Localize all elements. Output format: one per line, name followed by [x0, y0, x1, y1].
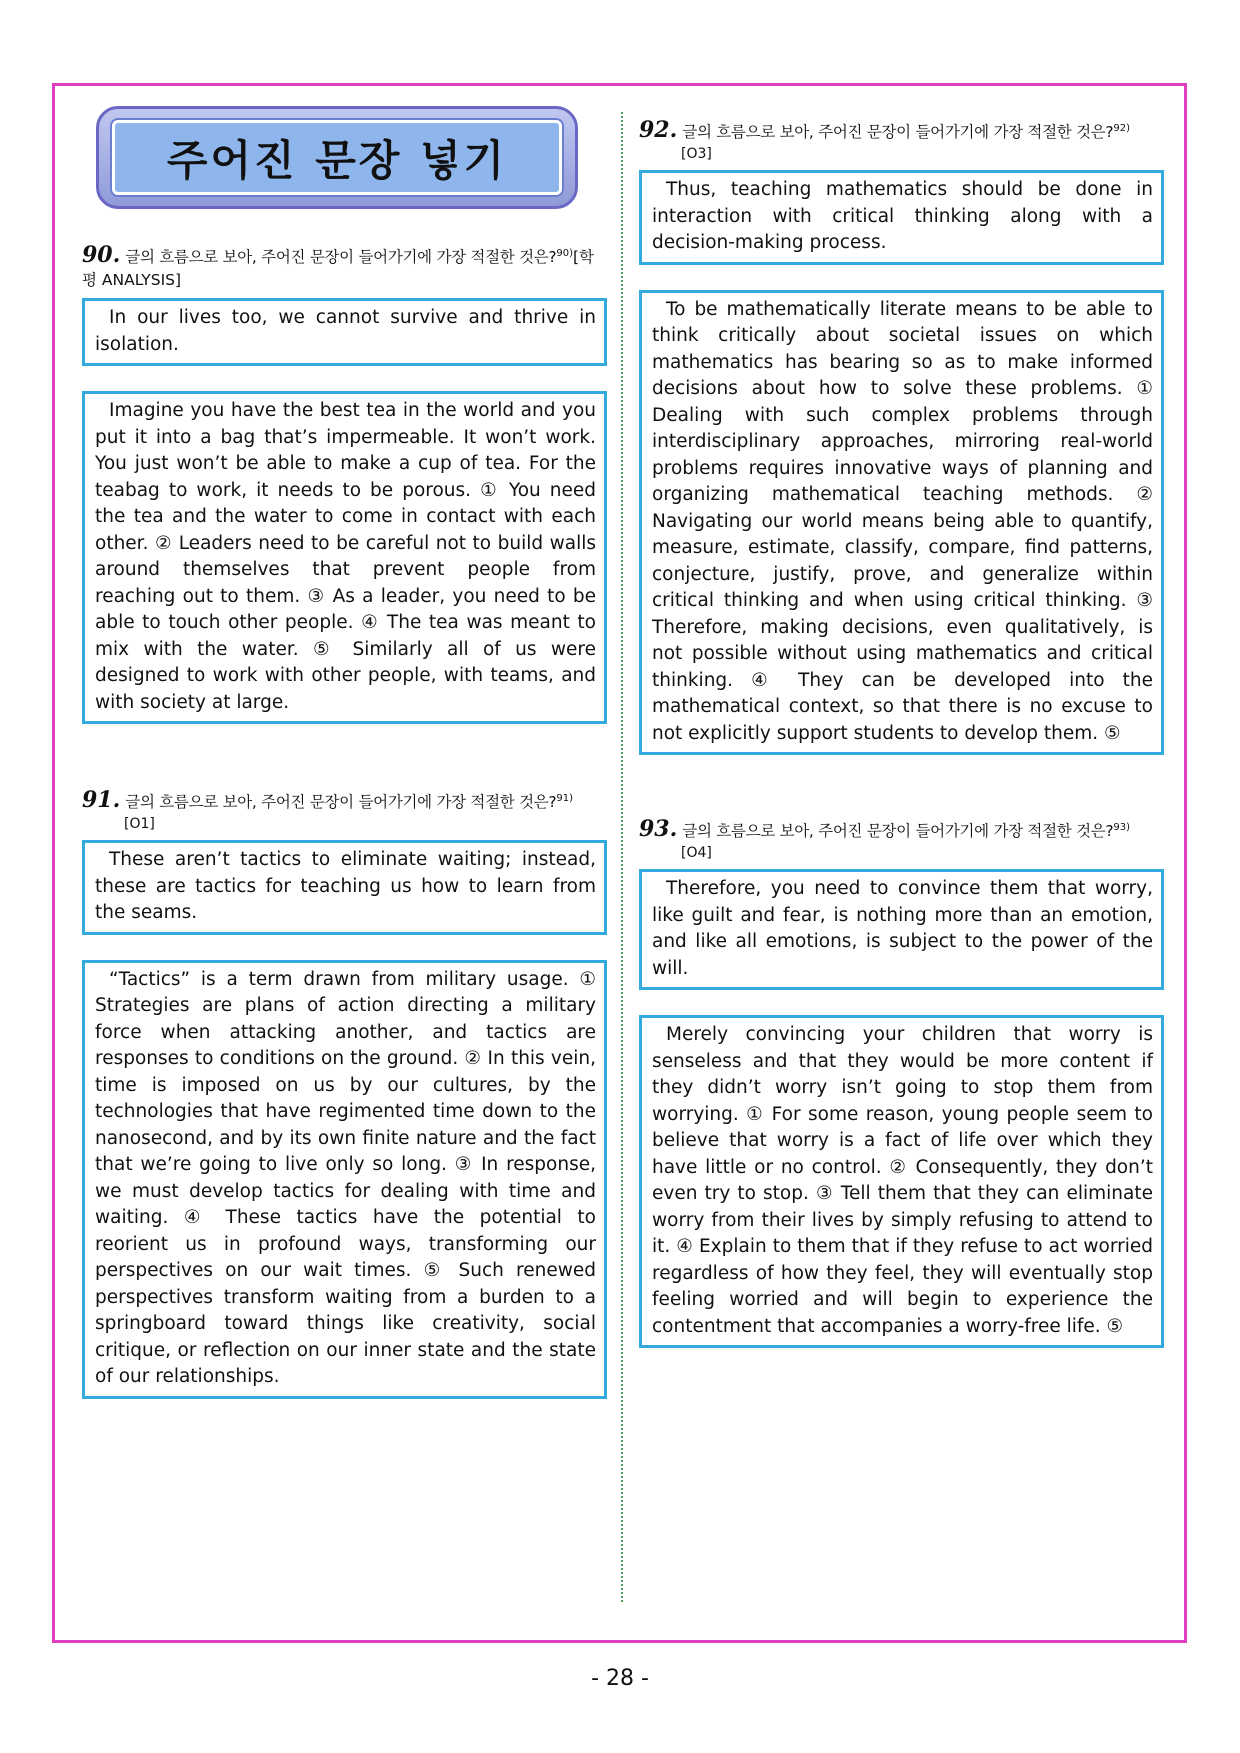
- given-sentence-box: Thus, teaching mathematics should be done in interaction with critical thinking along with a decision-making process.: [639, 170, 1164, 265]
- question-number: 92.: [639, 117, 678, 144]
- question-prompt: 글의 흐름으로 보아, 주어진 문장이 들어가기에 가장 적절한 것은?: [125, 248, 557, 267]
- title-inner: [112, 120, 562, 195]
- passage-box: To be mathematically literate means to be able to think critically about societal issues on which mathematics has bearing so as to make informed decisions about how to solve these problems. ① Dealing with such complex problems through interdisciplinary approaches, mirroring real-world problems requires innovative ways of planning and organizing mathematical teaching methods. ② Navigating our world means being able to quantify, measure, estimate, classify, compare, find patterns, conjecture, justify, prove, and generalize within critical thinking and when using critical thinking. ③ Therefore, making decisions, even qualitatively, is not possible without using mathematics and critical thinking. ④ They can be developed into the mathematical context, so that there is no excuse to not explicitly support students to develop them. ⑤: [639, 290, 1164, 756]
- question-93: [639, 816, 1164, 1348]
- question-source: [O1]: [124, 816, 155, 833]
- passage-box: Imagine you have the best tea in the world and you put it into a bag that’s impermeable. It won’t work. You just won’t be able to make a cup of tea. For the teabag to work, it needs to be porous. ① You need the tea and the water to come in contact with each other. ② Leaders need to be careful not to build walls around themselves that prevent people from reaching out to them. ③ As a leader, you need to be able to touch other people. ④ The tea was meant to mix with the water. ⑤ Similarly all of us were designed to work with other people, with teams, and with society at large.: [82, 391, 607, 724]
- passage-box: “Tactics” is a term drawn from military usage. ① Strategies are plans of action directing a military force when attacking another, and tactics are responses to conditions on the ground. ② In this vein, time is imposed on us by our cultures, by the technologies that have regimented time down to the nanosecond, and by its own finite nature and the fact that we’re going to live only so long. ③ In response, we must develop tactics for dealing with time and waiting. ④ These tactics have the potential to reorient us in profound ways, transforming our perspectives on our wait times. ⑤ Such renewed perspectives transform waiting from a burden to a springboard toward things like creativity, social critique, or reflection on our inner state and the state of our relationships.: [82, 960, 607, 1399]
- question-header: [82, 242, 607, 292]
- question-number: 93.: [639, 816, 678, 843]
- question-header: [639, 117, 1164, 164]
- question-number: 90.: [82, 242, 121, 269]
- question-header: [82, 787, 607, 834]
- question-header: [639, 816, 1164, 863]
- question-90: [82, 242, 607, 724]
- title-banner: [96, 106, 578, 209]
- question-source: [O3]: [681, 146, 712, 163]
- question-prompt: 글의 흐름으로 보아, 주어진 문장이 들어가기에 가장 적절한 것은?: [125, 793, 557, 812]
- given-sentence-box: In our lives too, we cannot survive and thrive in isolation.: [82, 298, 607, 366]
- footnote-marker: 90): [556, 248, 573, 259]
- given-sentence-box: Therefore, you need to convince them that worry, like guilt and fear, is nothing more than an emotion, and like all emotions, is subject to the power of the will.: [639, 869, 1164, 990]
- question-prompt: 글의 흐름으로 보아, 주어진 문장이 들어가기에 가장 적절한 것은?: [682, 822, 1114, 841]
- passage-box: Merely convincing your children that worry is senseless and that they would be more content if they didn’t worry isn’t going to stop them from worrying. ① For some reason, young people seem to believe that worry is a fact of life over which they have little or no control. ② Consequently, they don’t even try to stop. ③ Tell them that they can eliminate worry from their lives by simply refusing to attend to it. ④ Explain to them that if they refuse to act worried regardless of how they feel, they will eventually stop feeling worried and will begin to experience the contentment that accompanies a worry-free life. ⑤: [639, 1015, 1164, 1348]
- column-divider: [621, 112, 623, 1602]
- question-number: 91.: [82, 787, 121, 814]
- question-source: [학평 ANALYSIS]: [82, 248, 595, 290]
- question-91: [82, 787, 607, 1399]
- question-source: [O4]: [681, 845, 712, 862]
- question-92: [639, 117, 1164, 755]
- page-title: 주어진 문장 넣기: [166, 135, 508, 185]
- footnote-marker: 91): [556, 793, 573, 804]
- given-sentence-box: These aren’t tactics to eliminate waiting; instead, these are tactics for teaching us how to learn from the seams.: [82, 840, 607, 935]
- page-number: - 28 -: [591, 1666, 649, 1691]
- footnote-marker: 92): [1113, 123, 1130, 134]
- question-prompt: 글의 흐름으로 보아, 주어진 문장이 들어가기에 가장 적절한 것은?: [682, 123, 1114, 142]
- footnote-marker: 93): [1113, 822, 1130, 833]
